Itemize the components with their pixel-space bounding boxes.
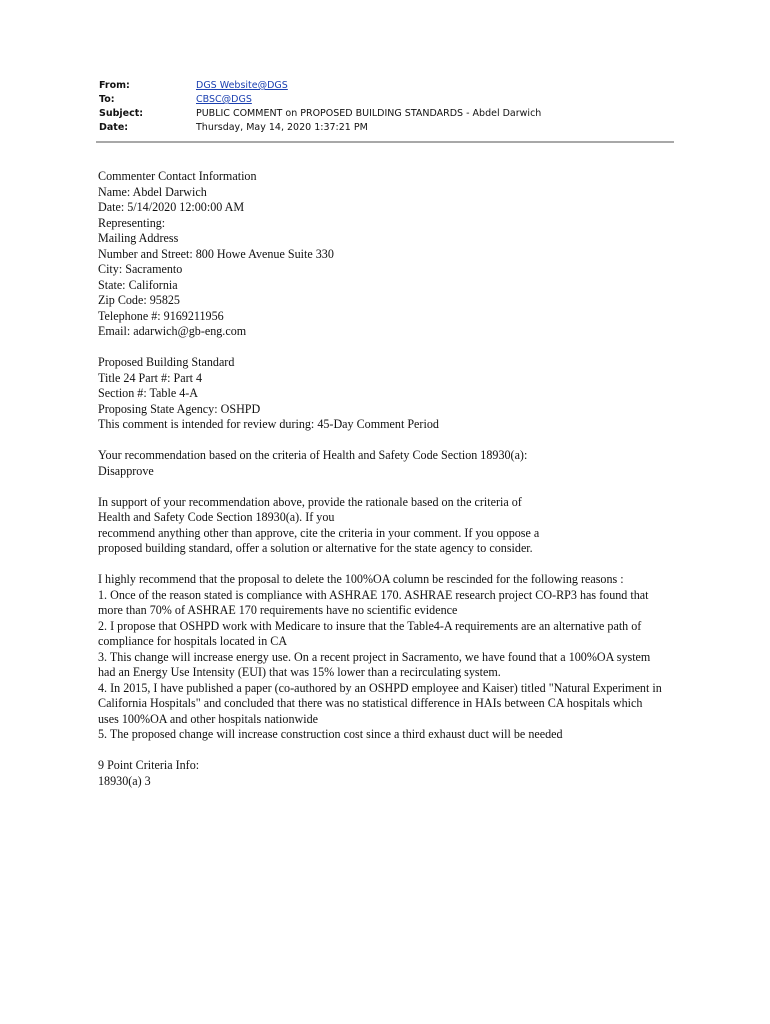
contact-state: State: California	[98, 277, 178, 292]
recommendation-answer: Disapprove	[98, 463, 154, 478]
to-link[interactable]: CBSC@DGS	[196, 94, 252, 105]
from-row	[99, 79, 674, 93]
recommendation-question: Your recommendation based on the criteria of Health and Safety Code Section 18930(a):	[98, 448, 528, 462]
to-label: To:	[99, 94, 115, 105]
contact-mailing-address: Mailing Address	[98, 231, 179, 245]
contact-zip: Zip Code: 95825	[98, 293, 180, 307]
rationale-line: more than 70% of ASHRAE 170 requirements have no scientific evidence	[98, 603, 458, 617]
rationale-line: compliance for hospitals located in CA	[98, 634, 288, 648]
rationale-intro: I highly recommend that the proposal to delete the 100%OA column be rescinded for the following reasons :	[98, 572, 624, 586]
standard-review: This comment is intended for review during: 45-Day Comment Period	[98, 417, 439, 431]
contact-street: Number and Street: 800 Howe Avenue Suite 330	[98, 246, 334, 261]
date-value: Thursday, May 14, 2020 1:37:21 PM	[196, 122, 368, 133]
email-body	[98, 169, 688, 789]
criteria-heading: 9 Point Criteria Info:	[98, 758, 200, 772]
rationale-line: 2. I propose that OSHPD work with Medicare to insure that the Table4-A requirements are an alternative path of	[98, 618, 642, 633]
standard-heading: Proposed Building Standard	[98, 355, 235, 369]
subject-row	[99, 107, 674, 121]
rationale-line: 3. This change will increase energy use. On a recent project in Sacramento, we have found that a 100%OA system	[98, 649, 651, 664]
support-line: proposed building standard, offer a solution or alternative for the state agency to consider.	[98, 541, 533, 555]
contact-telephone: Telephone #: 9169211956	[98, 308, 224, 323]
contact-representing: Representing:	[98, 215, 166, 230]
rationale-line: had an Energy Use Intensity (EUI) that was 15% lower than a recirculating system.	[98, 665, 501, 679]
spacer	[98, 557, 688, 573]
criteria-value: 18930(a) 3	[98, 773, 151, 788]
support-line: Health and Safety Code Section 18930(a). If you	[98, 510, 335, 524]
from-label: From:	[99, 80, 130, 91]
subject-value: PUBLIC COMMENT on PROPOSED BUILDING STANDARDS - Abdel Darwich	[196, 108, 542, 119]
email-header	[99, 79, 674, 135]
contact-city: City: Sacramento	[98, 262, 183, 276]
spacer	[98, 340, 688, 356]
date-label: Date:	[99, 122, 129, 133]
support-line: In support of your recommendation above, provide the rationale based on the criteria of	[98, 494, 522, 509]
from-link[interactable]: DGS Website@DGS	[196, 80, 288, 91]
standard-agency: Proposing State Agency: OSHPD	[98, 401, 261, 416]
rationale-line: uses 100%OA and other hospitals nationwide	[98, 711, 319, 726]
to-row	[99, 93, 674, 107]
header-divider	[96, 141, 674, 143]
subject-label: Subject:	[99, 108, 144, 119]
contact-date: Date: 5/14/2020 12:00:00 AM	[98, 200, 245, 214]
support-line: recommend anything other than approve, cite the criteria in your comment. If you oppose a	[98, 525, 540, 540]
rationale-line: 5. The proposed change will increase construction cost since a third exhaust duct will be needed	[98, 727, 563, 741]
rationale-line: California Hospitals" and concluded that there was no statistical difference in HAIs between CA hospitals which	[98, 696, 643, 710]
spacer	[98, 433, 688, 449]
rationale-line: 1. Once of the reason stated is compliance with ASHRAE 170. ASHRAE research project CO-RP3 has found that	[98, 587, 649, 602]
contact-heading: Commenter Contact Information	[98, 169, 257, 183]
spacer	[98, 743, 688, 759]
spacer	[98, 479, 688, 495]
date-row	[99, 121, 674, 135]
rationale-line: 4. In 2015, I have published a paper (co-authored by an OSHPD employee and Kaiser) titled "Natural Experiment in	[98, 680, 662, 695]
contact-email: Email: adarwich@gb-eng.com	[98, 324, 247, 338]
standard-title: Title 24 Part #: Part 4	[98, 370, 203, 385]
standard-section: Section #: Table 4-A	[98, 386, 199, 400]
contact-name: Name: Abdel Darwich	[98, 184, 207, 199]
